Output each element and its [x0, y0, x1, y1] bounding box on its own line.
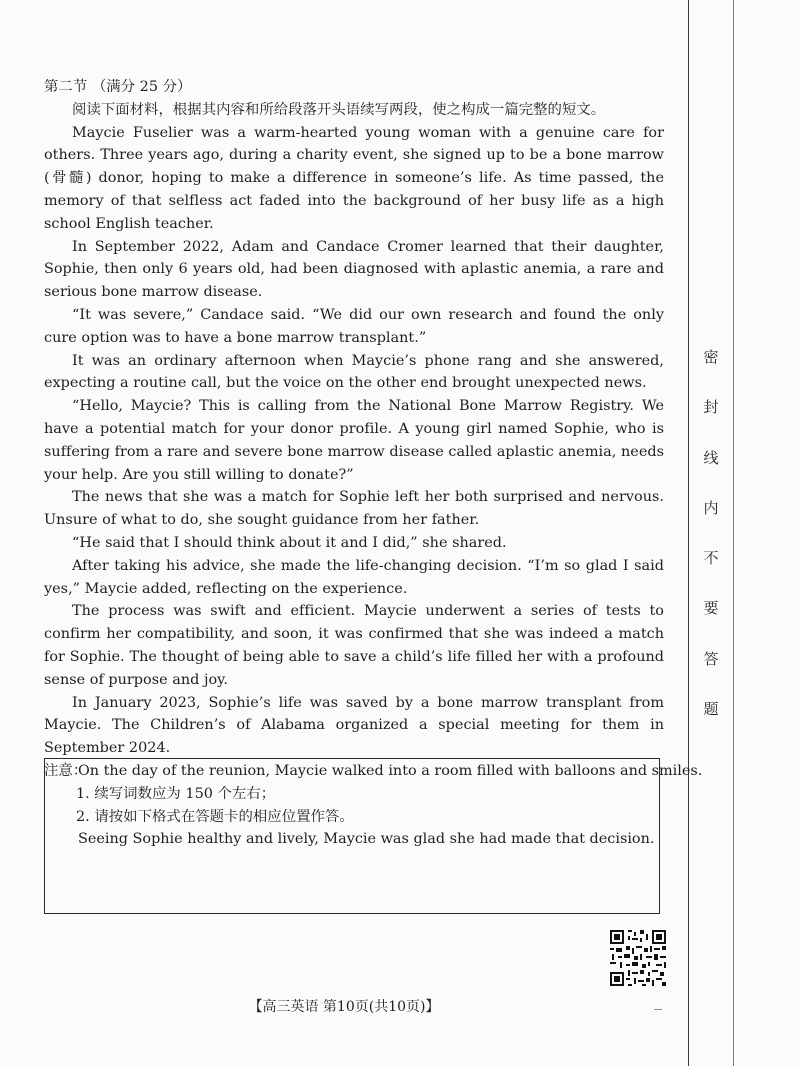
passage-paragraph: In January 2023, Sophie’s life was saved by a bone marrow transplant from Maycie. The Children’s of Alabama organized a special meeting for them in September 2024. — [44, 694, 664, 757]
passage-paragraph: Maycie Fuselier was a warm-hearted young woman with a genuine care for others. Three years ago, during a charity event, she signed up to be a bone marrow (骨髓) donor, hoping to make a difference in someone’s life. As time passed, the memory of that selfless act faded into the background of her busy life as a high school English teacher. — [44, 124, 664, 232]
binding-char: 答 — [703, 649, 719, 668]
page-footer: 【高三英语 第10页(共10页)】 — [248, 999, 440, 1015]
passage-paragraph: The process was swift and efficient. Maycie underwent a series of tests to confirm her compatibility, and soon, it was confirmed that she was indeed a match for Sophie. The thought of being able to save a child’s life filled her with a profound sense of purpose and joy. — [44, 603, 664, 688]
note-item: 1. 续写词数应为 150 个左右； — [76, 785, 276, 802]
passage-paragraph: The news that she was a match for Sophie left her both surprised and nervous. Unsure of what to do, she sought guidance from her father. — [44, 489, 664, 529]
binding-char: 内 — [703, 498, 719, 517]
binding-char: 线 — [703, 448, 719, 467]
notes-title: 注意： — [44, 762, 88, 779]
answer-box[interactable] — [44, 758, 703, 914]
note-item: 2. 请按如下格式在答题卡的相应位置作答。 — [76, 808, 354, 825]
passage-paragraph: “He said that I should think about it and I did,” she shared. — [72, 534, 507, 551]
binding-char: 题 — [703, 699, 719, 718]
passage-paragraph: After taking his advice, she made the life-changing decision. “I’m so glad I said yes,” Maycie added, reflecting on the experience. — [44, 557, 664, 597]
binding-line-inner — [733, 0, 734, 1066]
binding-warning — [695, 348, 727, 718]
passage-paragraph: “It was severe,” Candace said. “We did our own research and found the only cure option was to have a bone marrow transplant.” — [44, 306, 664, 346]
footer-dash — [654, 1009, 662, 1010]
qr-code-icon — [610, 930, 666, 986]
binding-char: 封 — [703, 398, 719, 417]
main-content — [44, 76, 664, 828]
answer-opening-1: On the day of the reunion, Maycie walked into a room filled with balloons and smiles. — [78, 763, 703, 779]
section-title: 第二节 （满分 25 分） — [44, 79, 192, 95]
section-instruction: 阅读下面材料，根据其内容和所给段落开头语续写两段，使之构成一篇完整的短文。 — [72, 101, 606, 118]
answer-opening-2: Seeing Sophie healthy and lively, Maycie was glad she had made that decision. — [78, 831, 655, 847]
binding-char: 要 — [703, 599, 719, 618]
passage-paragraph: It was an ordinary afternoon when Maycie’s phone rang and she answered, expecting a routine call, but the voice on the other end brought unexpected news. — [44, 352, 664, 392]
passage-paragraph: In September 2022, Adam and Candace Cromer learned that their daughter, Sophie, then only 6 years old, had been diagnosed with aplastic anemia, a rare and serious bone marrow disease. — [44, 238, 664, 301]
passage-paragraph: “Hello, Maycie? This is calling from the National Bone Marrow Registry. We have a potential match for your donor profile. A young girl named Sophie, who is suffering from a rare and severe bone marrow disease called aplastic anemia, needs your help. Are you still willing to donate?” — [44, 398, 664, 483]
binding-char: 密 — [703, 348, 719, 366]
binding-line-outer — [688, 0, 689, 1066]
binding-char: 不 — [703, 549, 719, 568]
